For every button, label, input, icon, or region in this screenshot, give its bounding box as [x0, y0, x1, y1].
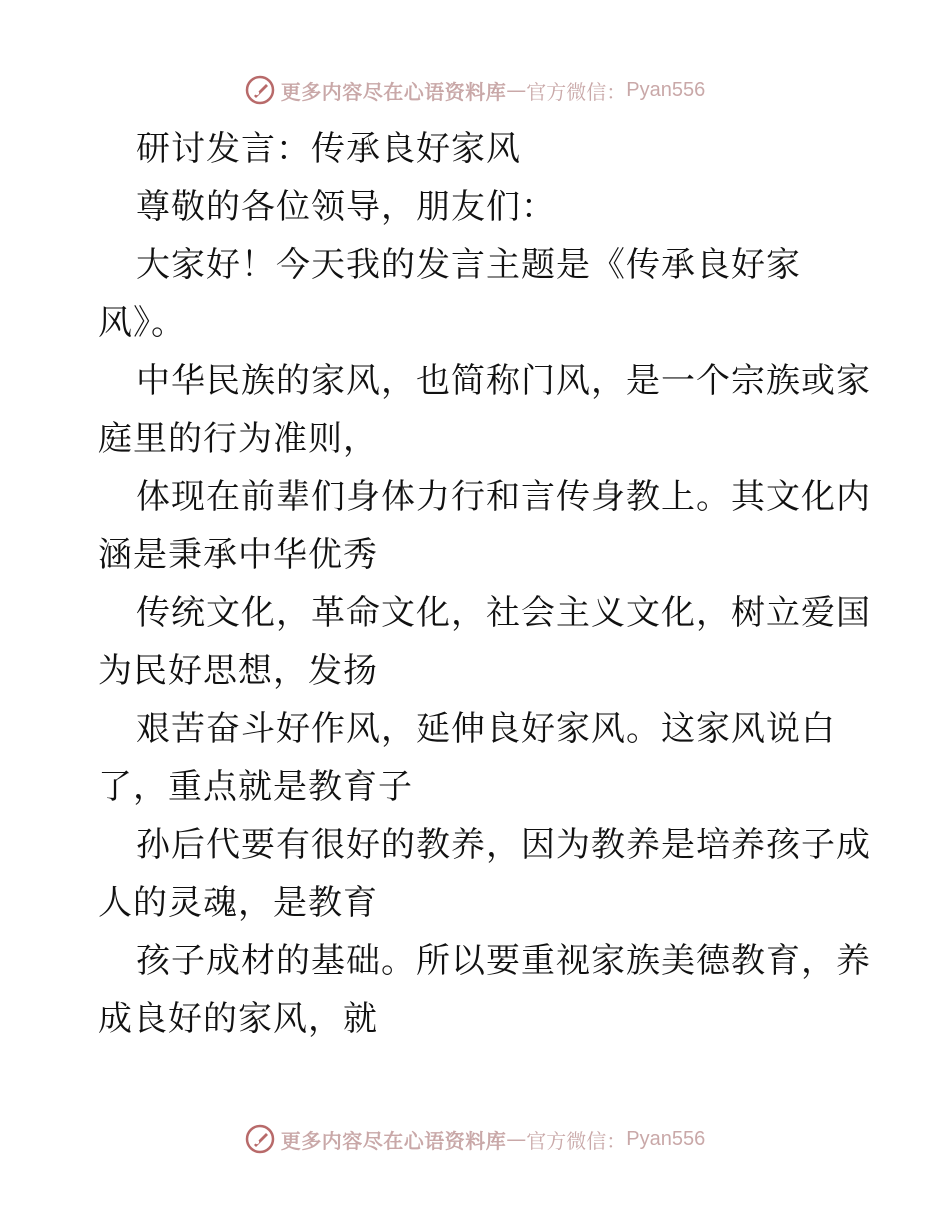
header-wechat-label: 官方微信：	[526, 79, 627, 104]
header-watermark	[0, 70, 950, 110]
header-dash: —	[506, 78, 527, 102]
salutation: 尊敬的各位领导，朋友们：	[136, 187, 556, 227]
paragraph-line: 庭里的行为准则，	[98, 419, 378, 459]
footer-wechat-id: Pyan556	[626, 1127, 706, 1150]
paragraph-line: 中华民族的家风，也简称门风，是一个宗族或家	[136, 361, 871, 401]
pen-logo-icon	[245, 1124, 275, 1154]
paragraph-line: 为民好思想，发扬	[98, 651, 378, 691]
paragraph-line: 孩子成材的基础。所以要重视家族美德教育，养	[136, 941, 871, 981]
footer-wechat-label: 官方微信：	[526, 1128, 627, 1153]
footer-brand-text: 更多内容尽在心语资料库	[280, 1128, 507, 1153]
header-wechat-id: Pyan556	[626, 78, 706, 101]
paragraph-line: 风》。	[98, 303, 186, 343]
paragraph-line: 孙后代要有很好的教养，因为教养是培养孩子成	[136, 825, 871, 865]
pen-logo-icon	[245, 75, 275, 105]
paragraph-line: 人的灵魂，是教育	[98, 883, 378, 923]
paragraph-line: 成良好的家风，就	[98, 999, 378, 1039]
document-body	[98, 120, 871, 1048]
paragraph-line: 体现在前辈们身体力行和言传身教上。其文化内	[136, 477, 871, 517]
document-title: 研讨发言：传承良好家风	[136, 129, 521, 169]
footer-watermark	[0, 1119, 950, 1159]
paragraph-line: 了，重点就是教育子	[98, 767, 413, 807]
paragraph-line: 大家好！今天我的发言主题是《传承良好家	[136, 245, 801, 285]
footer-dash: —	[506, 1127, 527, 1151]
paragraph-line: 传统文化，革命文化，社会主义文化，树立爱国	[136, 593, 871, 633]
paragraph-line: 艰苦奋斗好作风，延伸良好家风。这家风说白	[136, 709, 836, 749]
paragraph-line: 涵是秉承中华优秀	[98, 535, 378, 575]
header-brand-text: 更多内容尽在心语资料库	[280, 79, 507, 104]
